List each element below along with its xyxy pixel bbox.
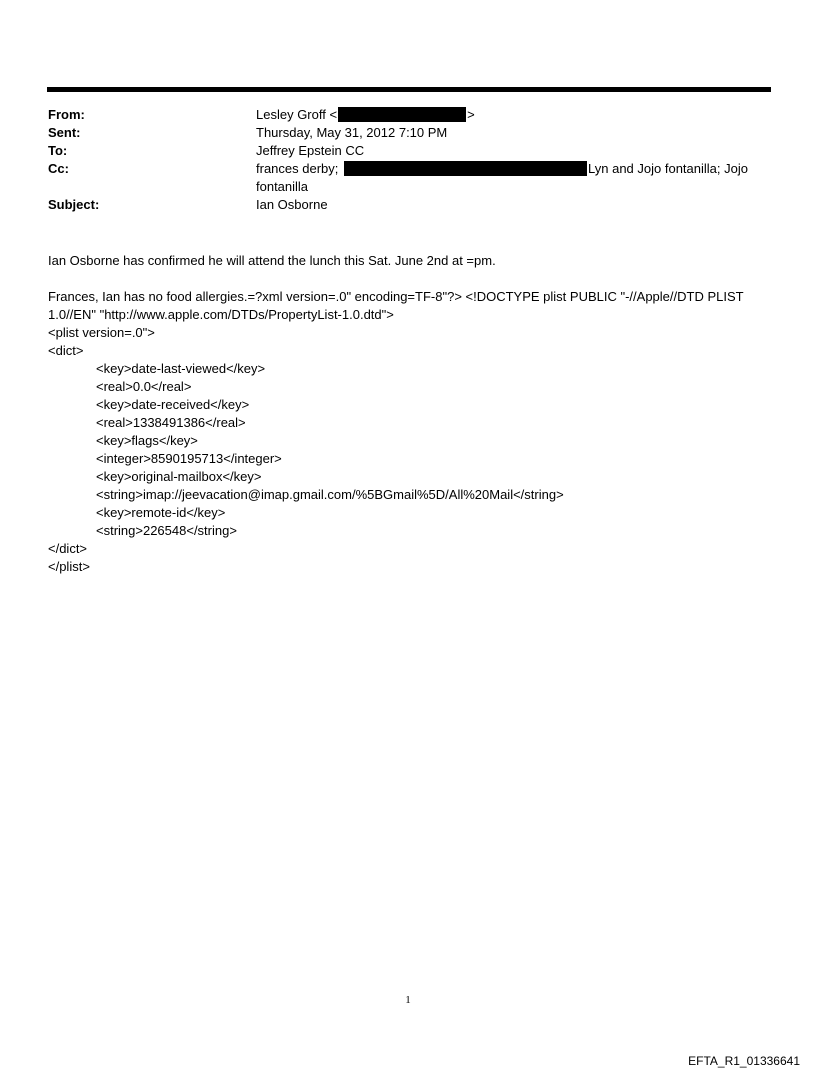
from-row [48, 106, 768, 124]
dict-line: <real>1338491386</real> [96, 415, 246, 430]
cc-line-1 [256, 160, 768, 178]
cc-value [256, 160, 768, 196]
dict-line: <key>date-last-viewed</key> [96, 361, 266, 376]
from-value [256, 106, 768, 124]
sent-label: Sent: [48, 125, 81, 140]
email-body [48, 252, 768, 576]
dict-line: <key>original-mailbox</key> [96, 469, 262, 484]
from-name: Lesley Groff < [256, 107, 338, 122]
body-line: <plist version=.0"> [48, 325, 155, 340]
dict-line: <key>remote-id</key> [96, 505, 226, 520]
to-value: Jeffrey Epstein CC [256, 143, 365, 158]
from-close: > [467, 107, 475, 122]
cc-first: frances derby; [256, 161, 339, 176]
cc-row [48, 160, 768, 196]
body-line: 1.0//EN" "http://www.apple.com/DTDs/PropertyList-1.0.dtd"> [48, 307, 394, 322]
redaction-box [344, 161, 587, 176]
to-label: To: [48, 143, 68, 158]
dict-line: <real>0.0</real> [96, 379, 192, 394]
body-line: Frances, Ian has no food allergies.=?xml version=.0" encoding=TF-8"?> <!DOCTYPE plist PUBLIC "-//Apple//DTD PLIST [48, 289, 744, 304]
sent-value: Thursday, May 31, 2012 7:10 PM [256, 125, 448, 140]
email-header [48, 106, 768, 214]
dict-line: <integer>8590195713</integer> [96, 451, 282, 466]
page-number: 1 [405, 994, 411, 1006]
body-line: <dict> [48, 343, 84, 358]
dict-line: <key>date-received</key> [96, 397, 250, 412]
to-row [48, 142, 768, 160]
cc-line-2: fontanilla [256, 179, 309, 194]
body-line: Ian Osborne has confirmed he will attend the lunch this Sat. June 2nd at =pm. [48, 253, 496, 268]
body-line: </dict> [48, 541, 88, 556]
subject-value: Ian Osborne [256, 197, 328, 212]
dict-line: <string>226548</string> [96, 523, 237, 538]
dict-line: <key>flags</key> [96, 433, 198, 448]
cc-rest: Lyn and Jojo fontanilla; Jojo [588, 161, 748, 176]
dict-line: <string>imap://jeevacation@imap.gmail.com/%5BGmail%5D/All%20Mail</string> [96, 487, 564, 502]
cc-label: Cc: [48, 161, 69, 176]
sent-row [48, 124, 768, 142]
document-id: EFTA_R1_01336641 [688, 1054, 800, 1068]
from-label: From: [48, 107, 85, 122]
redaction-box [338, 107, 466, 122]
subject-row [48, 196, 768, 214]
body-line: </plist> [48, 559, 90, 574]
paragraph-gap [48, 270, 768, 288]
header-rule [47, 87, 771, 92]
subject-label: Subject: [48, 197, 100, 212]
